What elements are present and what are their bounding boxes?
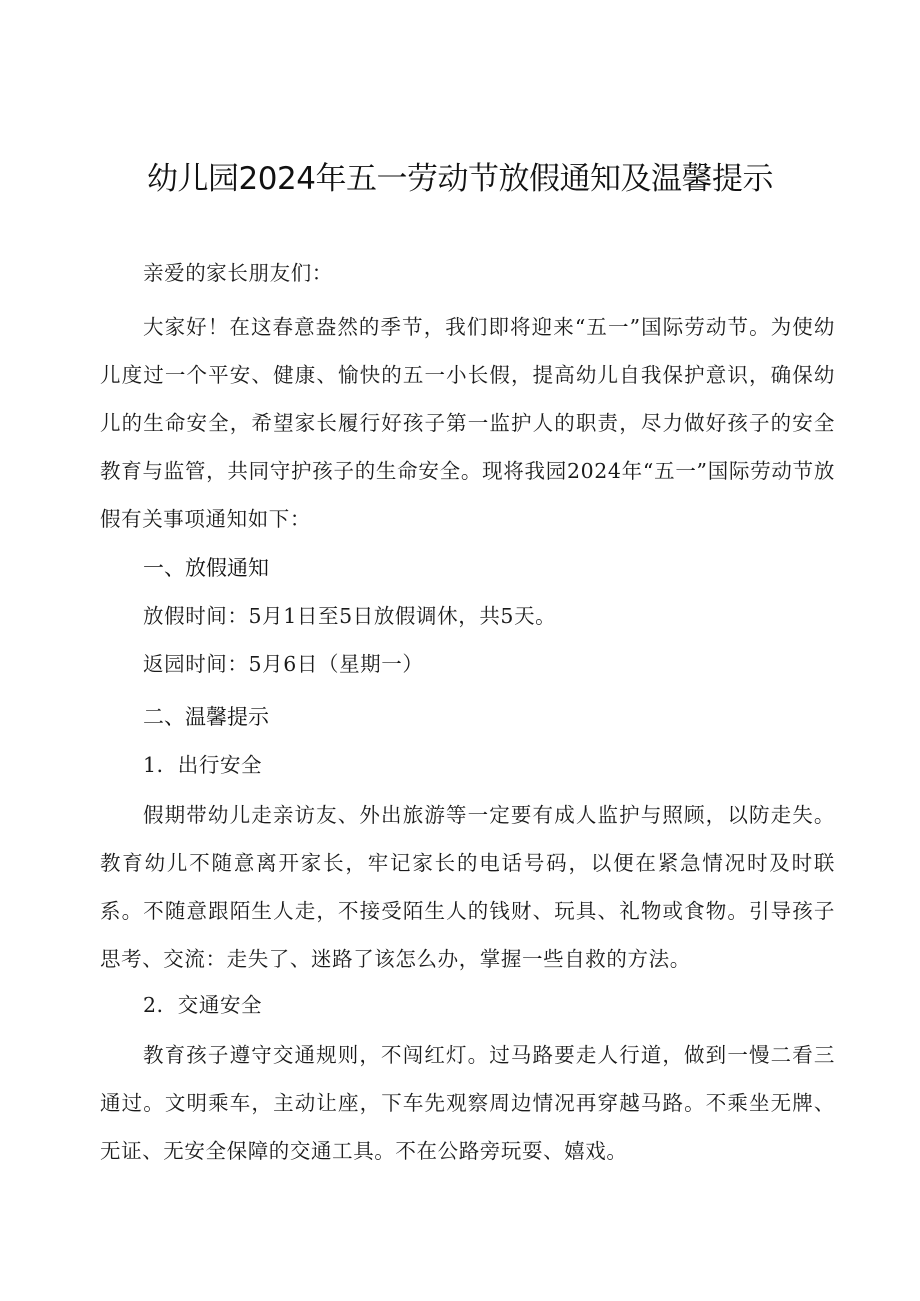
section-heading-holiday: 一、放假通知	[143, 556, 269, 580]
tip-text-travel-safety: 假期带幼儿走亲访友、外出旅游等一定要有成人监护与照顾，以防走失。教育幼儿不随意离开家长，牢记家长的电话号码，以便在紧急情况时及时联系。不随意跟陌生人走，不接受陌生人的钱财、玩具、礼物或食物。引导孩子思考、交流：走失了、迷路了该怎么办，掌握一些自救的方法。	[100, 803, 835, 971]
section-heading-tips: 二、温馨提示	[143, 705, 269, 729]
return-time: 返园时间：5月6日（星期一）	[143, 652, 424, 676]
tip-heading-travel-safety: 1．出行安全	[143, 753, 263, 777]
greeting: 亲爱的家长朋友们：	[143, 261, 333, 285]
tip-text-traffic-safety: 教育孩子遵守交通规则，不闯红灯。过马路要走人行道，做到一慢二看三通过。文明乘车，主动让座，下车先观察周边情况再穿越马路。不乘坐无牌、无证、无安全保障的交通工具。不在公路旁玩耍、嬉戏。	[100, 1043, 835, 1163]
document-title: 幼儿园2024年五一劳动节放假通知及温馨提示	[147, 161, 773, 197]
tip-heading-traffic-safety: 2．交通安全	[143, 993, 263, 1017]
holiday-time: 放假时间：5月1日至5日放假调休，共5天。	[143, 604, 557, 628]
intro-paragraph: 大家好！在这春意盎然的季节，我们即将迎来“五一”国际劳动节。为使幼儿度过一个平安、健康、愉快的五一小长假，提高幼儿自我保护意识，确保幼儿的生命安全，希望家长履行好孩子第一监护人的职责，尽力做好孩子的安全教育与监管，共同守护孩子的生命安全。现将我园2024年“五一”国际劳动节放假有关事项通知如下：	[100, 315, 835, 531]
